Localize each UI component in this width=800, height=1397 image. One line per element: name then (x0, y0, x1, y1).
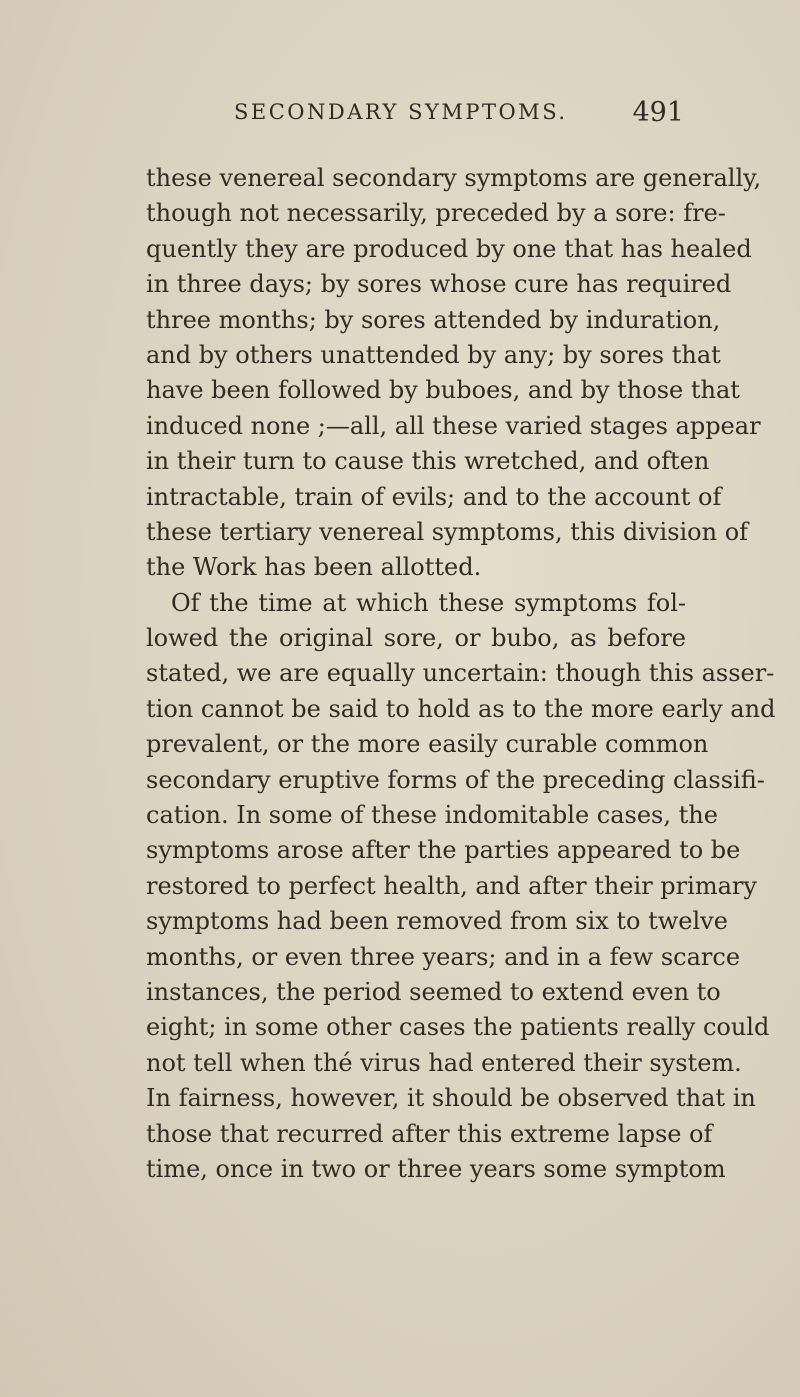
text-line: cation. In some of these indomitable cases, the (146, 801, 718, 830)
text-line: though not necessarily, preceded by a sore: fre- (146, 199, 726, 228)
text-line: secondary eruptive forms of the preceding classifi- (146, 765, 765, 794)
text-line: the Work has been allotted. (146, 553, 482, 582)
text-line: three months; by sores attended by induration, (146, 305, 721, 334)
text-line: restored to perfect health, and after their primary (146, 871, 757, 900)
text-line: stated, we are equally uncertain: though this asser- (146, 659, 775, 688)
text-line: lowed the original sore, or bubo, as before (146, 624, 686, 653)
text-line: tion cannot be said to hold as to the more early and (146, 694, 776, 723)
running-title: SECONDARY SYMPTOMS. (234, 100, 568, 124)
text-line: In fairness, however, it should be observed that in (146, 1084, 756, 1113)
text-line: these tertiary venereal symptoms, this division of (146, 517, 749, 546)
text-line: time, once in two or three years some symptom (146, 1154, 726, 1183)
text-line: and by others unattended by any; by sores that (146, 340, 721, 369)
body-text (146, 161, 776, 1187)
text-line: these venereal secondary symptoms are generally, (146, 164, 762, 192)
text-line: eight; in some other cases the patients really could (146, 1013, 770, 1042)
text-line: symptoms arose after the parties appeared to be (146, 836, 741, 865)
text-line: not tell when thé virus had entered their system. (146, 1048, 742, 1077)
text-line: quently they are produced by one that has healed (146, 234, 752, 263)
text-line: in three days; by sores whose cure has required (146, 270, 732, 299)
text-line: induced none ;—all, all these varied stages appear (146, 411, 761, 440)
text-line: instances, the period seemed to extend even to (146, 977, 721, 1006)
text-line: intractable, train of evils; and to the account of (146, 482, 722, 511)
text-line: symptoms had been removed from six to twelve (146, 907, 728, 936)
text-line: prevalent, or the more easily curable common (146, 730, 709, 759)
text-line: in their turn to cause this wretched, and often (146, 447, 710, 476)
text-line: those that recurred after this extreme lapse of (146, 1119, 713, 1148)
page-number: 491 (632, 96, 684, 128)
text-line: have been followed by buboes, and by those that (146, 376, 740, 405)
running-head (234, 92, 684, 132)
paragraph-start-line: Of the time at which these symptoms fol- (171, 588, 686, 617)
text-line: months, or even three years; and in a few scarce (146, 942, 741, 971)
